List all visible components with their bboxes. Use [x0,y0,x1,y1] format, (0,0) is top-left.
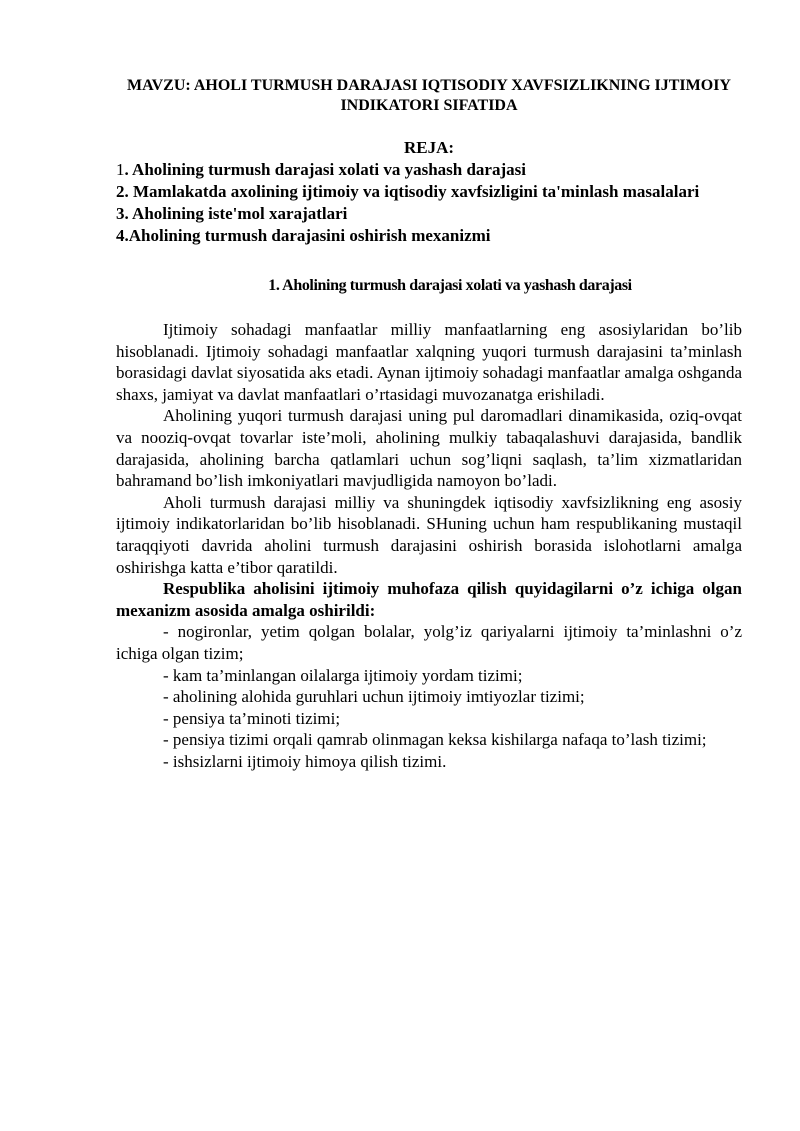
plan-heading: REJA: [403,138,455,157]
paragraph: Aholi turmush darajasi milliy va shuningdek iqtisodiy xavfsizlikning eng asosiy ijtimoiy indikatorlaridan bo’lib hisoblanadi. SHuning uchun ham respublikaning mustaqil taraqqiyoti davrida aholini turmush darajasini oshirish borasida islohotlarni amalga oshirishga katta e’tibor qaratildi. [116,492,742,577]
plan-item [116,203,742,225]
paragraph: Aholining yuqori turmush darajasi uning pul daromadlari dinamikasida, oziq-ovqat va nooziq-ovqat tovarlar iste’moli, aholining mulkiy tabaqalashuvi darajasida, bandlik darajasida, aholining barcha qatlamlari uchun sog’liqni saqlash, ta’lim xizmatlaridan bahramand bo’lish imkoniyatlari mavjudligida namoyon bo’ladi. [116,406,742,491]
plan-item [116,225,742,247]
list-item: - kam ta’minlangan oilalarga ijtimoiy yordam tizimi; [163,665,523,685]
document-page [116,76,742,772]
document-title: MAVZU: AHOLI TURMUSH DARAJASI IQTISODIY XAVFSIZLIKNING IJTIMOIY INDIKATORI SIFATIDA [127,77,731,114]
plan-item-text: 4.Aholining turmush darajasini oshirish mexanizmi [116,226,491,245]
bold-paragraph: Respublika aholisini ijtimoiy muhofaza qilish quyidagilarni o’z ichiga olgan mexanizm asosida amalga oshirildi: [116,579,742,620]
plan-list [116,159,742,247]
plan-item-text: . Aholining turmush darajasi xolati va yashash darajasi [124,160,526,179]
plan-item-text: 3. Aholining iste'mol xarajatlari [116,204,348,223]
plan-item [116,159,742,181]
section-heading: 1. Aholining turmush darajasi xolati va yashash darajasi [268,277,632,294]
list-item: - ishsizlarni ijtimoiy himoya qilish tizimi. [163,751,447,771]
plan-item [116,181,742,203]
paragraph: Ijtimoiy sohadagi manfaatlar milliy manfaatlarning eng asosiylaridan bo’lib hisoblanadi. Ijtimoiy sohadagi manfaatlar xalqning yuqori turmush darajasini ta’minlash borasidagi davlat siyosatida aks etadi. Aynan ijtimoiy sohadagi manfaatlar amalga oshganda shaxs, jamiyat va davlat manfaatlari o’rtasidagi muvozanatga erishiladi. [116,320,742,404]
plan-item-number: 1 [116,160,125,179]
list-item: - pensiya tizimi orqali qamrab olinmagan keksa kishilarga nafaqa to’lash tizimi; [163,730,707,750]
list-item: - pensiya ta’minoti tizimi; [163,708,341,728]
list-item: - nogironlar, yetim qolgan bolalar, yolg’iz qariyalarni ijtimoiy ta’minlashni o’z ichiga olgan tizim; [116,622,742,663]
section-body [116,319,742,772]
list-item: - aholining alohida guruhlari uchun ijtimoiy imtiyozlar tizimi; [163,687,585,707]
plan-item-text: 2. Mamlakatda axolining ijtimoiy va iqtisodiy xavfsizligini ta'minlash masalalari [116,182,700,201]
